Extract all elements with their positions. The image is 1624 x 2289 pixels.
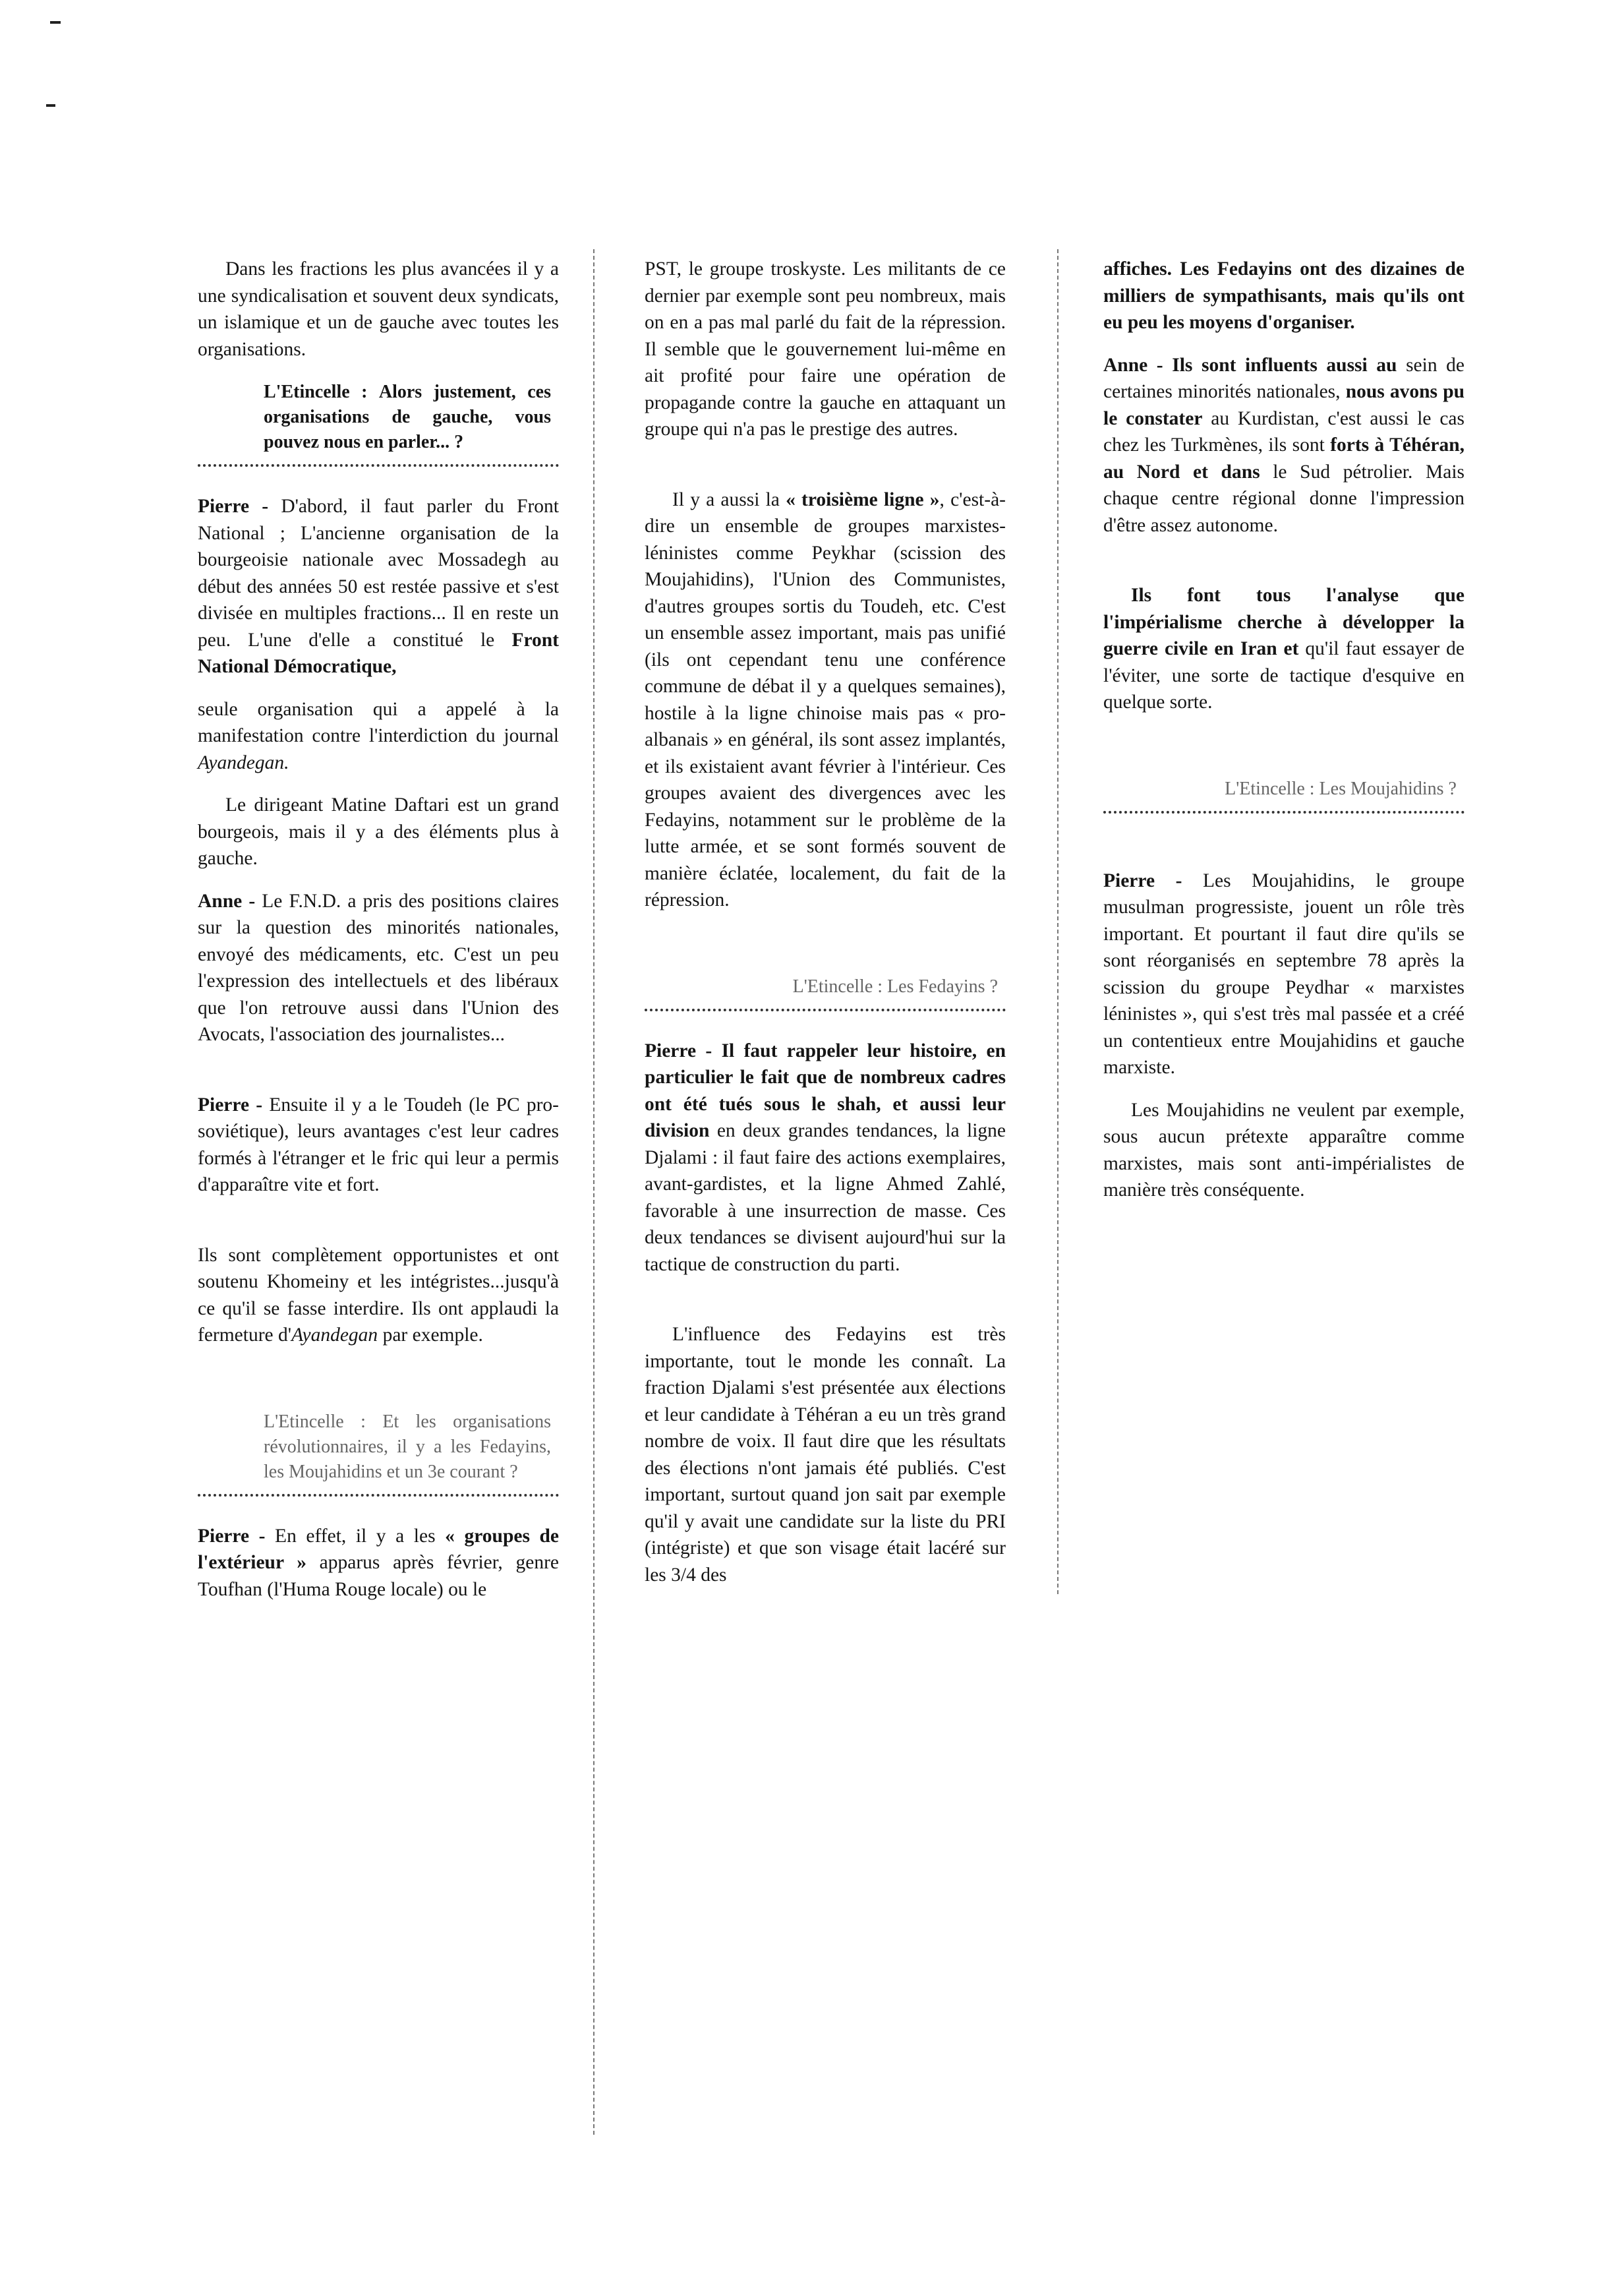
scan-mark-left (46, 104, 55, 107)
paragraph-text: qu'il faut essayer de l'éviter, une sorte de tactique d'esquive en quelque sorte. (1103, 638, 1464, 713)
paragraph-bold: « groupes de l'extérieur » (198, 1525, 560, 1573)
paragraph-bold: Front National Démocratique, (198, 629, 559, 677)
paragraph-text: Il y a aussi la (672, 489, 780, 510)
speaker-label: Pierre - (645, 1040, 712, 1061)
interviewer-question: L'Etincelle : Les Moujahidins ? (1103, 777, 1464, 814)
journal-name: Ayandegan (291, 1324, 378, 1346)
paragraph-bold: Ils sont influents aussi au (1172, 354, 1397, 376)
paragraph-text: seule organisation qui a appelé à la manifestation contre l'interdiction du journal (198, 698, 559, 746)
paragraph-text: , c'est-à-dire un ensemble de groupes marxistes-léninistes comme Peykhar (scission des Moujahidins), l'Union des Communistes, d'autres groupes sortis du Toudeh, etc. C'est un ensemble assez important, mais pas unifié (ils ont cependant tenu une conférence commune de débat il y a quelques semaines), hostile à la ligne chinoise mais pas « pro-albanais » en général, ils sont assez implantés, et ils existaient avant février à l'intérieur. Ces groupes avaient des divergences avec les Fedayins, notamment sur le problème de la lutte armée, et se sont formés souvent de manière éclatée, localement, du fait de la répression. (645, 489, 1006, 910)
paragraph-text: Le F.N.D. a pris des positions claires sur la question des minorités nationales, envoyé des médicaments, etc. C'est un peu l'expression des intellectuels et des libéraux que l'on retrouve aussi dans l'Union des Avocats, l'association des journalistes... (198, 890, 559, 1045)
paragraph: Les Moujahidins ne veulent par exemple, sous aucun prétexte apparaître comme marxistes, mais sont anti-impérialistes de manière très conséquente. (1103, 1099, 1464, 1201)
speaker-label: Pierre - (198, 1094, 263, 1115)
paragraph (198, 1242, 559, 1349)
paragraph (1103, 582, 1464, 716)
column-separator-2 (1057, 249, 1058, 1594)
paragraph-text: Ensuite il y a le Toudeh (le PC pro-soviétique), leurs avantages c'est leur cadres formés à l'étranger et le fric qui leur a permis d'apparaître vite et fort. (198, 1094, 560, 1195)
column-separator-1 (593, 249, 594, 2135)
paragraph-text: apparus après février, genre Toufhan (l'Huma Rouge locale) ou le (198, 1552, 559, 1600)
paragraph (198, 1092, 559, 1199)
speaker-label: Pierre - (1103, 870, 1182, 891)
paragraph-bold: forts à Téhéran, au Nord et dans (1103, 434, 1464, 483)
speaker-label: Pierre - (198, 496, 269, 517)
paragraph-text: En effet, il y a les (275, 1525, 436, 1547)
interviewer-question: L'Etincelle : Les Fedayins ? (645, 974, 1006, 1011)
paragraph (198, 696, 559, 777)
scan-mark-top (50, 21, 61, 24)
paragraph (1103, 868, 1464, 1081)
paragraph: Dans les fractions les plus avancées il y a une syndicalisation et souvent deux syndicats, un islamique et un de gauche avec toutes les organisations. (198, 258, 559, 360)
paragraph (198, 1523, 559, 1603)
paragraph-text: le Sud pétrolier. Mais chaque centre régional donne l'impression d'être assez autonome. (1103, 461, 1465, 536)
speaker-label: Anne - (198, 890, 256, 912)
paragraph: Le dirigeant Matine Daftari est un grand bourgeois, mais il y a des éléments plus à gauche. (198, 794, 559, 869)
paragraph-bold: Ils font tous l'analyse que l'impérialisme cherche à développer la guerre civile en Iran et (1103, 585, 1464, 659)
paragraph-bold: « troisième ligne » (786, 489, 940, 510)
question-speaker: L'Etincelle : (264, 382, 368, 402)
paragraph (645, 487, 1006, 914)
speaker-label: Pierre - (198, 1525, 266, 1547)
paragraph: PST, le groupe troskyste. Les militants de ce dernier par exemple sont peu nombreux, mais on en a pas mal parlé du fait de la répression. Il semble que le gouvernement lui-même en ait profité pour faire une opération de propagande contre la gauche en attaquant un groupe qui n'a pas le prestige des autres. (645, 258, 1006, 440)
paragraph: L'influence des Fedayins est très importante, tout le monde les connaît. La fraction Djalami s'est présentée aux élections et leur candidate à Téhéran a eu un très grand nombre de voix. Il faut dire que les résultats des élections n'ont jamais été publiés. C'est important, surtout quand jon sait par exemple qu'il y avait une candidate sur la liste du PRI (intégriste) et que son visage était lacéré sur les 3/4 des (645, 1324, 1006, 1586)
paragraph-text: Ils sont complètement opportunistes et ont soutenu Khomeiny et les intégristes...jusqu'à ce qu'il se fasse interdire. Ils ont applaudi la fermeture d' (198, 1244, 559, 1346)
paragraph-bold: nous avons pu le constater (1103, 381, 1465, 429)
paragraph-text: Les Moujahidins, le groupe musulman progressiste, jouent un rôle très important. Et pourtant il faut dire qu'ils se sont réorganisés en septembre 78 après la scission du groupe Peydhar « marxistes léninistes », qui s'est très mal passée et a créé un contentieux entre Moujahidins et gauche marxiste. (1103, 870, 1464, 1078)
interviewer-question (198, 380, 559, 467)
paragraph-text: D'abord, il faut parler du Front National ; L'ancienne organisation de la bourgeoisie nationale avec Mossadegh au début des années 50 est restée passive et s'est divisée en multiples fractions... Il en reste un peu. L'une d'elle a constitué le (198, 496, 559, 651)
paragraph-text: au Kurdistan, c'est aussi le cas chez les Turkmènes, ils sont (1103, 407, 1464, 456)
paragraph (1103, 352, 1464, 539)
article-column-3 (1103, 256, 1464, 1220)
paragraph-text: sein de certaines minorités nationales, (1103, 354, 1465, 402)
paragraph: affiches. Les Fedayins ont des dizaines de milliers de sympathisants, mais qu'ils ont eu peu les moyens d'organiser. (1103, 258, 1464, 333)
question-text: Alors justement, ces organisations de gauche, vous pouvez nous en parler... ? (264, 382, 551, 452)
interviewer-question: L'Etincelle : Et les organisations révolutionnaires, il y a les Fedayins, les Moujahidins et un 3e courant ? (198, 1410, 559, 1497)
paragraph (198, 888, 559, 1048)
speaker-label: Anne - (1103, 354, 1163, 376)
paragraph (198, 493, 559, 680)
paragraph-bold: Il faut rappeler leur histoire, en particulier le fait que de nombreux cadres ont été tués sous le shah, et aussi leur division (645, 1040, 1006, 1141)
article-column-2 (645, 256, 1006, 1604)
paragraph-text: par exemple. (382, 1324, 483, 1346)
paragraph (645, 1038, 1006, 1278)
paragraph-text: en deux grandes tendances, la ligne Djalami : il faut faire des actions exemplaires, avant-gardistes, et la ligne Ahmed Zahlé, favorable à une insurrection de masse. Ces deux tendances se divisent aujourd'hui sur la tactique de construction du parti. (645, 1120, 1006, 1275)
journal-name: Ayandegan. (198, 752, 289, 773)
article-column-1 (198, 256, 559, 1619)
